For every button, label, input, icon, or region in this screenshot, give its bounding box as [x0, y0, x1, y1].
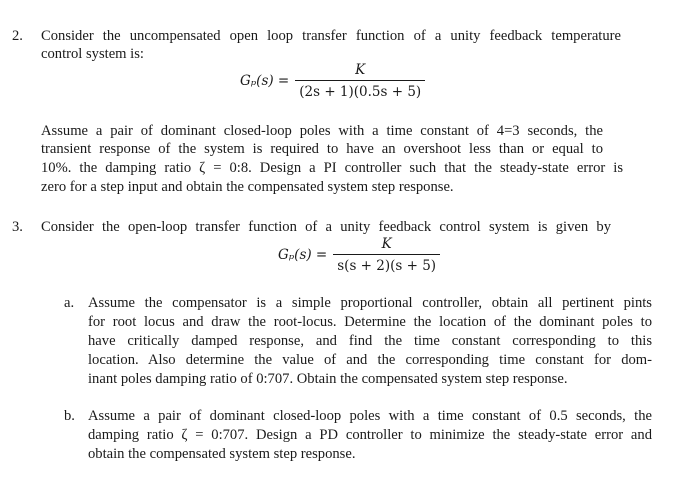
- part-b-line-1: Assume a pair of dominant closed-loop poles with a time constant of 0.5 seconds, the: [88, 408, 652, 424]
- problem-3-equation-denominator: s(s + 2)(s + 5): [333, 254, 440, 274]
- problem-2-body-line-2: transient response of the system is required to have an overshoot less than or equal to: [41, 141, 603, 157]
- problem-3-equation-numerator: K: [381, 236, 392, 252]
- problem-2-intro-line-2: control system is:: [41, 46, 144, 62]
- problem-2-equation-lhs: Gₚ(s) =: [240, 73, 290, 89]
- part-b-line-3: obtain the compensated system step response.: [88, 446, 356, 462]
- part-a-label: a.: [64, 295, 75, 311]
- problem-3-equation-lhs: Gₚ(s) =: [278, 247, 328, 263]
- part-b-line-2: damping ratio ζ = 0:707. Design a PD controller to minimize the steady-state error and: [88, 427, 652, 443]
- problem-2-body-line-1: Assume a pair of dominant closed-loop poles with a time constant of 4=3 seconds, the: [41, 123, 603, 139]
- part-a-line-2: for root locus and draw the root-locus. Determine the location of the dominant poles to: [88, 314, 652, 330]
- part-a-line-1: Assume the compensator is a simple proportional controller, obtain all pertinent pints: [88, 295, 652, 311]
- part-a-line-4: location. Also determine the value of and the corresponding time constant for dom-: [88, 352, 652, 368]
- problem-2-intro-line-1: Consider the uncompensated open loop transfer function of a unity feedback temperature: [41, 28, 621, 44]
- part-b-label: b.: [64, 408, 75, 424]
- problem-2-equation-fraction: [295, 62, 425, 100]
- problem-2-body-line-3: 10%. the damping ratio ζ = 0:8. Design a PI controller such that the steady-state error is: [41, 160, 623, 176]
- problem-2-equation-numerator: K: [355, 62, 366, 78]
- problem-2-equation-denominator: (2s + 1)(0.5s + 5): [295, 80, 425, 100]
- problem-3-number: 3.: [12, 219, 23, 235]
- problem-3-intro-line-1: Consider the open-loop transfer function of a unity feedback control system is given by: [41, 219, 611, 235]
- problem-3-equation-fraction: [333, 236, 440, 274]
- part-a-line-3: have critically damped response, and find the time constant corresponding to this: [88, 333, 652, 349]
- part-a-line-5: inant poles damping ratio of 0:707. Obtain the compensated system step response.: [88, 371, 568, 387]
- problem-2-body-line-4: zero for a step input and obtain the compensated system step response.: [41, 179, 454, 195]
- problem-2-equation: [240, 62, 425, 100]
- problem-2-number: 2.: [12, 28, 23, 44]
- problem-3-equation: [278, 236, 440, 274]
